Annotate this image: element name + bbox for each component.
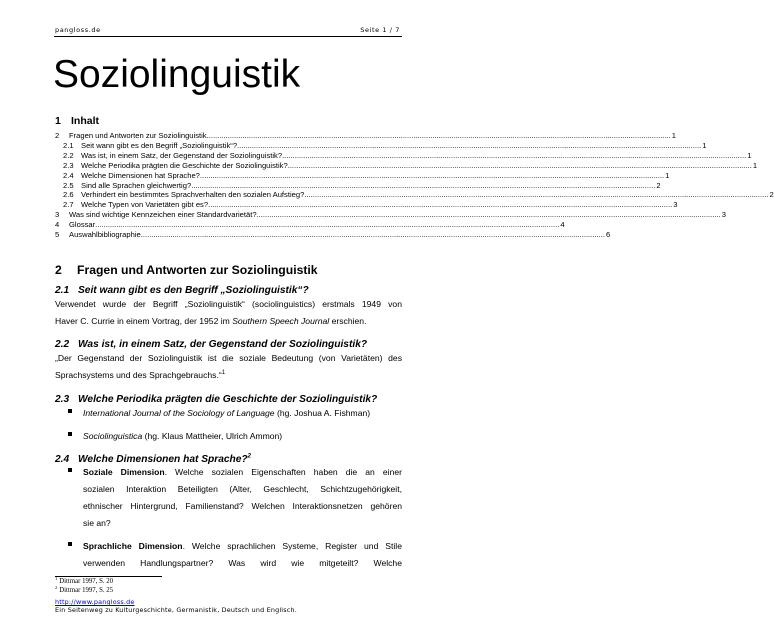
toc-entry-number: 2.4 <box>63 170 74 180</box>
toc-entry[interactable] <box>55 230 611 240</box>
footnote-reference[interactable]: 1 <box>221 370 226 377</box>
paragraph-line <box>55 367 402 384</box>
footnote <box>55 584 114 594</box>
journal-title: Sociolinguistica <box>83 431 143 441</box>
toc-entry-page: 2 <box>656 180 661 190</box>
list-item <box>68 428 402 445</box>
toc-leader-dots: ............................................................................................................................................................................................................................ <box>304 190 769 200</box>
contents-heading-text: Inhalt <box>71 115 99 127</box>
toc-entry-page: 3 <box>673 200 678 210</box>
toc-entry[interactable] <box>55 200 678 210</box>
toc-entry-page: 2 <box>769 190 774 200</box>
bullet-square <box>68 409 72 413</box>
toc-entry-number: 5 <box>55 230 60 240</box>
toc-entry-page: 1 <box>752 160 758 170</box>
toc-entry-label: Auswahlbibliographie <box>69 230 141 240</box>
toc-entry[interactable] <box>55 150 752 161</box>
paragraph-line <box>55 313 402 330</box>
toc-leader-dots: ............................................................................................................................................................................................................................ <box>208 200 673 210</box>
toc-entry-label: Was ist, in einem Satz, der Gegenstand der Soziolinguistik? <box>81 150 283 160</box>
toc-leader-dots: ............................................................................................................................................................................................................................ <box>282 150 747 160</box>
toc-entry-page: 4 <box>560 220 565 230</box>
periodicals-list <box>68 405 402 445</box>
dimension-term: Soziale Dimension <box>83 467 165 477</box>
subsection-title: Welche Periodika prägten die Geschichte der Soziolinguistik? <box>78 394 378 405</box>
toc-leader-dots: ............................................................................................................................................................................................................................ <box>256 210 721 220</box>
footer-link[interactable]: http://www.pangloss.de <box>55 598 135 606</box>
dimensions-list <box>68 464 402 572</box>
subsection-title: Welche Dimensionen hat Sprache? <box>78 454 248 465</box>
toc-entry-number: 2.3 <box>63 160 74 170</box>
toc-leader-dots: ............................................................................................................................................................................................................................ <box>95 220 560 230</box>
toc-entry[interactable] <box>55 170 670 181</box>
toc-entry-number: 4 <box>55 220 60 230</box>
contents-heading-number: 1 <box>55 115 61 127</box>
journal-title: Southern Speech Journal <box>232 316 330 326</box>
text-run: Sprachsystems und des Sprachgebrauchs.“ <box>55 370 222 380</box>
subsection-number: 2.3 <box>55 394 70 405</box>
bullet-square <box>68 468 72 472</box>
paragraph-line: Verwendet wurde der Begriff „Soziolinguistik“ (sociolinguistics) erstmals 1949 von <box>55 299 402 309</box>
toc-leader-dots: ............................................................................................................................................................................................................................ <box>199 170 665 180</box>
toc-entry[interactable] <box>55 131 676 141</box>
paragraph-line: „Der Gegenstand der Soziolinguistik ist die soziale Bedeutung (von Varietäten) des <box>55 353 402 363</box>
bullet-square <box>68 432 72 436</box>
toc-entry[interactable] <box>55 210 726 220</box>
paragraph-line: sozialen Interaktion Beteiligten (Alter, Geschlecht, Schichtzugehörigkeit, <box>83 484 402 494</box>
toc-leader-dots: ............................................................................................................................................................................................................................ <box>191 180 656 190</box>
paragraph-line: sie an? <box>83 518 111 528</box>
footnote-text: Dittmar 1997, S. 25 <box>59 587 114 594</box>
section-heading-text: Fragen und Antworten zur Soziolinguistik <box>77 263 318 277</box>
toc-entry-label: Was sind wichtige Kennzeichen einer Standardvarietät? <box>69 210 257 220</box>
bullet-square <box>68 542 72 546</box>
toc-entry[interactable] <box>55 190 774 200</box>
toc-entry-page: 1 <box>665 170 670 180</box>
toc-entry[interactable] <box>55 140 707 151</box>
contents-heading <box>55 115 99 127</box>
toc-entry-page: 1 <box>702 140 707 150</box>
subsection-number: 2.1 <box>55 285 70 296</box>
footnote-number: 1 <box>55 575 58 581</box>
toc-entry-number: 2.2 <box>63 150 74 160</box>
toc-entry-number: 2.1 <box>63 140 74 150</box>
footer-description: Ein Seitenweg zu Kulturgeschichte, Germanistik, Deutsch und Englisch. <box>55 606 298 614</box>
toc-entry[interactable] <box>55 220 565 230</box>
footnote <box>55 575 114 585</box>
header-page-number: Seite 1 / 7 <box>360 26 400 34</box>
subsection-number: 2.4 <box>55 454 70 465</box>
subsection-title: Seit wann gibt es den Begriff „Soziolinguistik“? <box>78 285 309 296</box>
subsection-title: Was ist, in einem Satz, der Gegenstand der Soziolinguistik? <box>78 339 368 350</box>
toc-entry-label: Fragen und Antworten zur Soziolinguistik <box>69 131 207 140</box>
toc-entry-label: Verhindert ein bestimmtes Sprachverhalten den sozialen Aufstieg? <box>81 190 305 200</box>
toc-entry[interactable] <box>55 180 661 191</box>
header-rule <box>54 36 402 37</box>
text-run: Haver C. Currie in einem Vortrag, der 1952 im <box>55 316 233 326</box>
section-heading <box>55 263 318 277</box>
toc-entry-label: Welche Dimensionen hat Sprache? <box>81 170 200 180</box>
list-item <box>68 405 402 422</box>
toc-entry-label: Welche Periodika prägten die Geschichte der Soziolinguistik? <box>81 160 288 170</box>
text-run: . Welche sprachlichen Systeme, Register und Stile <box>182 541 402 551</box>
toc-entry[interactable] <box>55 160 758 171</box>
toc-leader-dots: ............................................................................................................................................................................................................................ <box>287 160 752 170</box>
subsection-heading-2-2 <box>55 339 367 350</box>
toc-leader-dots: ............................................................................................................................................................................................................................ <box>140 230 605 240</box>
text-run: erschien. <box>329 316 367 326</box>
subsection-number: 2.2 <box>55 339 70 350</box>
toc-entry-number: 2.5 <box>63 180 74 190</box>
journal-title: International Journal of the Sociology of Language <box>83 408 275 418</box>
paragraph-line: ethnischer Hintergrund, Familienstand? Welchen Interaktionsnetzen gehören <box>83 501 402 511</box>
toc-leader-dots: ............................................................................................................................................................................................................................ <box>206 131 671 140</box>
toc-entry-label: Sind alle Sprachen gleichwertig? <box>81 180 192 190</box>
toc-entry-page: 1 <box>671 131 676 140</box>
section-heading-number: 2 <box>55 263 62 277</box>
toc-entry-label: Seit wann gibt es den Begriff „Soziolinguistik“? <box>81 140 238 150</box>
list-item <box>68 538 402 572</box>
paragraph-line: verwenden Handlungspartner? Was wird wie mitgeteilt? Welche <box>83 558 402 568</box>
toc-entry-page: 3 <box>721 210 726 220</box>
toc-entry-number: 2.6 <box>63 190 74 200</box>
text-run: (hg. Joshua A. Fishman) <box>274 408 371 418</box>
toc-entry-page: 1 <box>747 150 752 160</box>
subsection-heading-2-1 <box>55 285 309 296</box>
list-item <box>68 464 402 532</box>
toc-entry-page: 6 <box>605 230 611 240</box>
footnote-text: Dittmar 1997, S. 20 <box>59 578 114 585</box>
subsection-heading-2-3 <box>55 394 377 405</box>
footnote-number: 2 <box>55 584 58 590</box>
toc-entry-number: 2 <box>55 131 60 140</box>
header-site-name: pangloss.de <box>55 26 101 34</box>
footnote-reference[interactable]: 2 <box>247 453 251 460</box>
footnote-rule <box>55 576 162 577</box>
page-title: Soziolinguistik <box>53 53 301 96</box>
toc-entry-number: 2.7 <box>63 200 74 210</box>
dimension-term: Sprachliche Dimension <box>83 541 183 551</box>
toc-entry-label: Glossar <box>69 220 96 230</box>
paragraph-2-2 <box>55 350 402 384</box>
toc-leader-dots: ............................................................................................................................................................................................................................ <box>237 140 702 150</box>
toc-entry-number: 3 <box>55 210 60 220</box>
paragraph-2-1 <box>55 296 402 330</box>
text-run: (hg. Klaus Mattheier, Ulrich Ammon) <box>142 431 283 441</box>
toc-entry-label: Welche Typen von Varietäten gibt es? <box>81 200 209 210</box>
text-run: . Welche sozialen Eigenschaften haben die an einer <box>164 467 402 477</box>
table-of-contents <box>55 131 774 240</box>
